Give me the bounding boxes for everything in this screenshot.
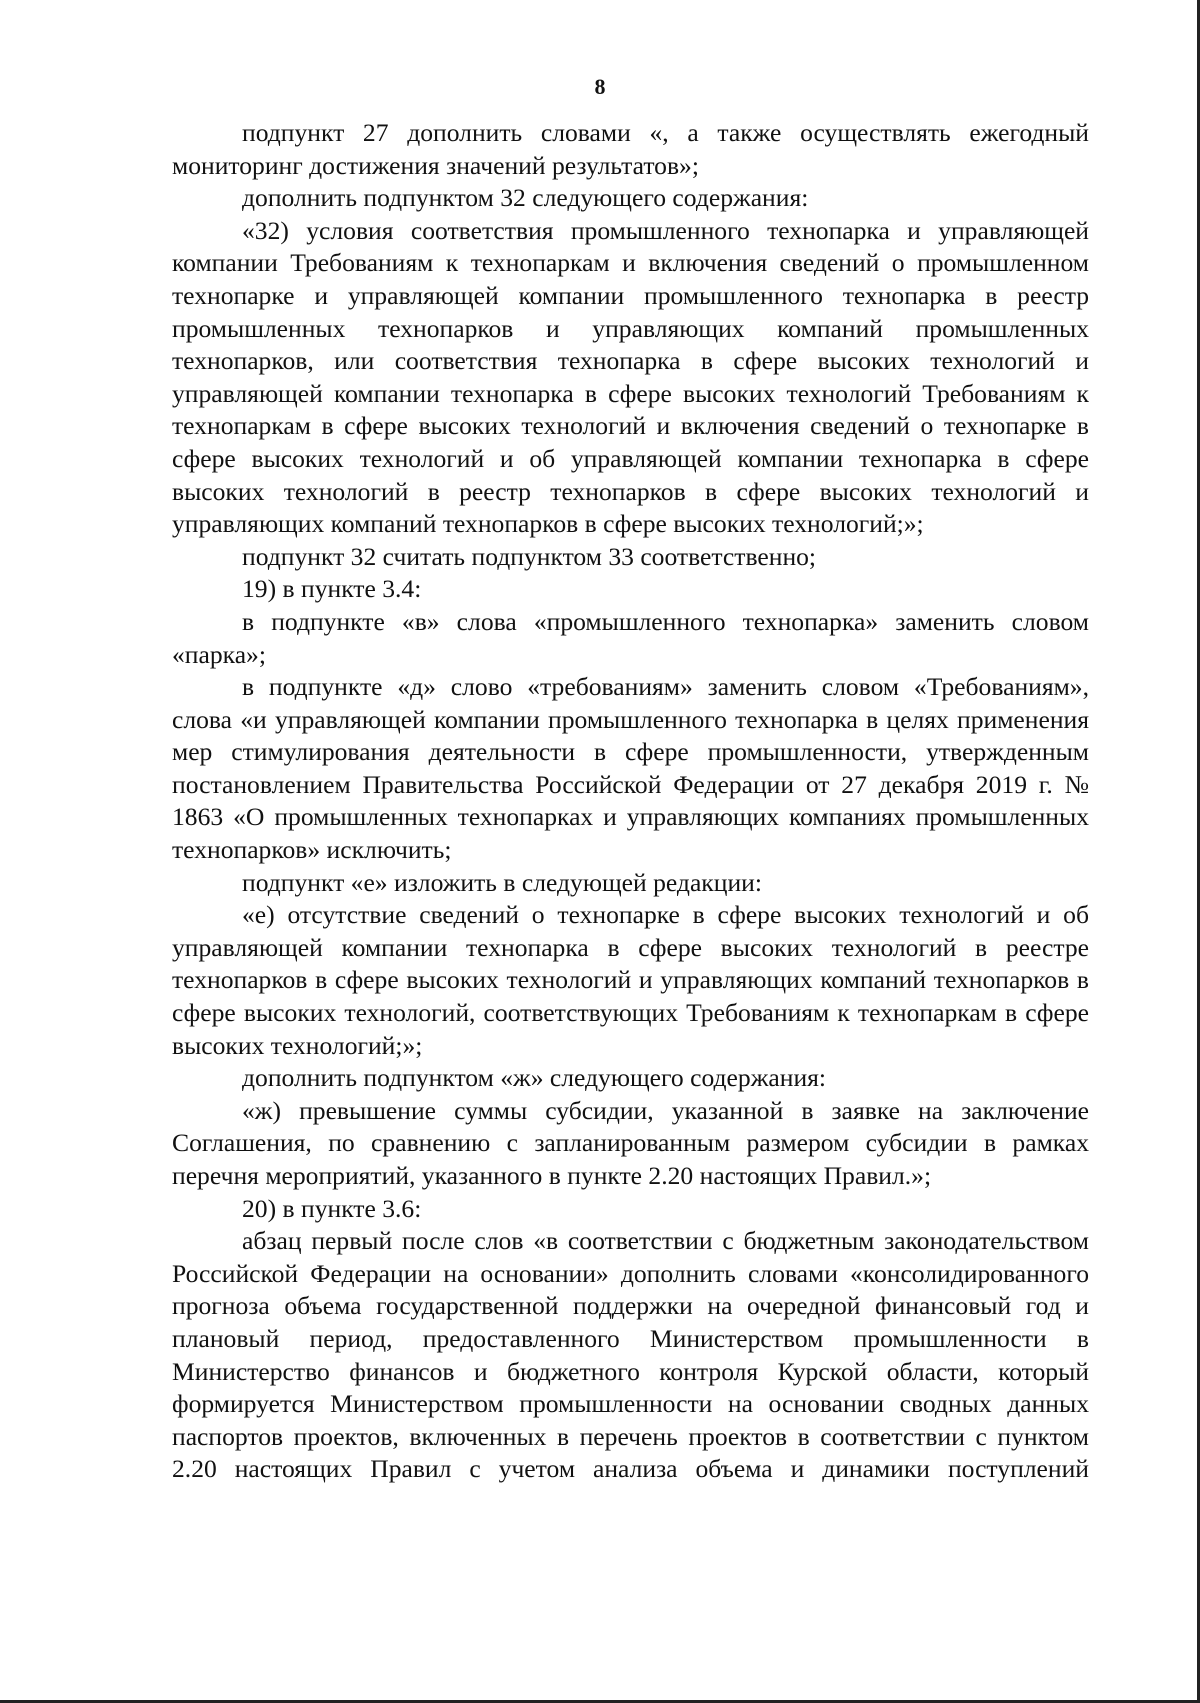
paragraph: 19) в пункте 3.4: xyxy=(242,574,422,604)
document-body xyxy=(172,117,1089,1486)
paragraph: в подпункте «в» слова «промышленного технопарка» заменить словом «парка»; xyxy=(172,606,1089,669)
paragraph: «ж) превышение суммы субсидии, указанной в заявке на заключение Соглашения, по сравнению с запланированным размером субсидии в рамках перечня мероприятий, указанного в пункте 2.20 настоящих Правил.»; xyxy=(172,1095,1089,1190)
paragraph: «32) условия соответствия промышленного технопарка и управляющей компании Требованиям к технопаркам и включения сведений о промышленном технопарке и управляющей компании промышленного технопарка в реестр промышленных технопарков и управляющих компаний промышленных технопарков, или соответствия технопарка в сфере высоких технологий и управляющей компании технопарка в сфере высоких технологий Требованиям к технопаркам в сфере высоких технологий и включения сведений о технопарке в сфере высоких технологий и об управляющей компании технопарка в сфере высоких технологий в реестр технопарков в сфере высоких технологий и управляющих компаний технопарков в сфере высоких технологий;»; xyxy=(172,215,1089,539)
paragraph: «е) отсутствие сведений о технопарке в сфере высоких технологий и об управляющей компании технопарка в сфере высоких технологий в реестре технопарков в сфере высоких технологий и управляющих компаний технопарков в сфере высоких технологий, соответствующих Требованиям к технопаркам в сфере высоких технологий;»; xyxy=(172,900,1089,1060)
paragraph: подпункт 27 дополнить словами «, а также осуществлять ежегодный мониторинг достижения значений результатов»; xyxy=(172,118,1089,180)
paragraph: дополнить подпунктом 32 следующего содержания: xyxy=(242,183,809,213)
paragraph: абзац первый после слов «в соответствии с бюджетным законодательством Российской Федерации на основании» дополнить словами «консолидированного прогноза объема государственной поддержки на очередной финансовый год и плановый период, предоставленного Министерством промышленности в Министерство финансов и бюджетного контроля Курской области, который формируется Министерством промышленности на основании сводных данных паспортов проектов, включенных в перечень проектов в соответствии с пунктом 2.20 настоящих Правил с учетом анализа объема и динамики поступлений xyxy=(172,1226,1089,1484)
paragraph: дополнить подпунктом «ж» следующего содержания: xyxy=(242,1063,827,1093)
page-number: 8 xyxy=(594,74,606,99)
paragraph: 20) в пункте 3.6: xyxy=(242,1193,422,1223)
paragraph: подпункт «е» изложить в следующей редакции: xyxy=(242,867,762,897)
paragraph: в подпункте «д» слово «требованиям» заменить словом «Требованиям», слова «и управляющей компании промышленного технопарка в целях применения мер стимулирования деятельности в сфере промышленности, утвержденным постановлением Правительства Российской Федерации от 27 декабря 2019 г. № 1863 «О промышленных технопарках и управляющих компаниях промышленных технопарков» исключить; xyxy=(172,672,1089,865)
paragraph: подпункт 32 считать подпунктом 33 соответственно; xyxy=(242,541,817,571)
